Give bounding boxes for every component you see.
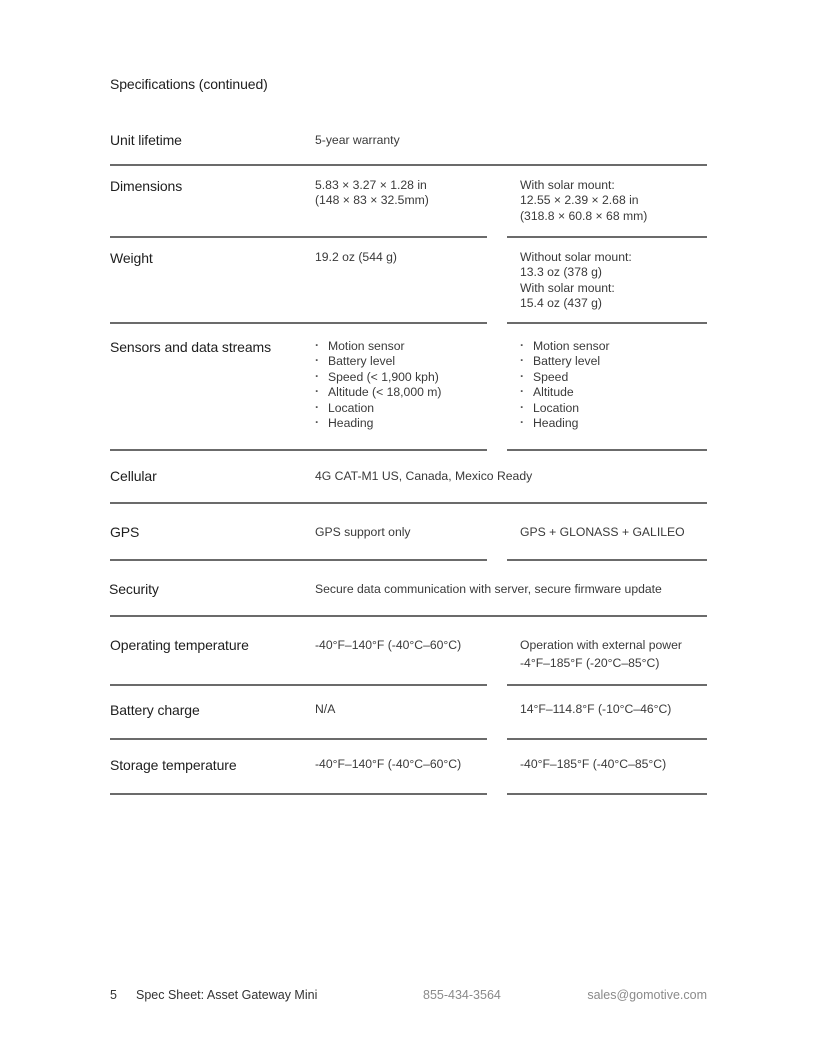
list-item: · Speed (< 1,900 kph) <box>315 370 441 385</box>
divider <box>507 793 707 795</box>
value-line: -40°F–140°F (-40°C–60°C) <box>315 638 462 652</box>
value-line: 12.55 × 2.39 × 2.68 in <box>520 193 639 208</box>
list-item: · Altitude <box>520 385 610 400</box>
spec-label-storage-temperature: Storage temperature <box>110 757 237 773</box>
spec-value-gps-standard <box>315 525 411 540</box>
list-item: · Motion sensor <box>520 339 610 354</box>
spec-value-cellular <box>315 469 532 484</box>
value-line: Without solar mount: <box>520 250 632 264</box>
value-line: Operation with external power <box>520 638 682 652</box>
spec-value-battery-charge-alt <box>520 702 671 717</box>
value-line: N/A <box>315 702 336 716</box>
spec-label-operating-temperature: Operating temperature <box>110 637 249 653</box>
value-line: 4G CAT-M1 US, Canada, Mexico Ready <box>315 469 533 483</box>
value-line: 13.3 oz (378 g) <box>520 265 602 280</box>
divider <box>507 684 707 686</box>
list-item: · Battery level <box>520 354 610 369</box>
list-item: · Location <box>520 401 610 416</box>
list-item: · Speed <box>520 370 610 385</box>
divider <box>110 793 487 795</box>
footer-email: sales@gomotive.com <box>587 988 707 1002</box>
page-number: 5 <box>110 988 117 1002</box>
spec-value-security <box>315 582 662 597</box>
list-item: · Motion sensor <box>315 339 441 354</box>
spec-value-dimensions-standard <box>315 178 429 209</box>
divider <box>110 322 487 324</box>
divider <box>507 449 707 451</box>
divider <box>110 449 487 451</box>
spec-value-storage-temp-standard <box>315 757 461 772</box>
spec-value-operating-temp-external <box>520 636 682 672</box>
spec-label-gps: GPS <box>110 524 140 540</box>
spec-label-weight: Weight <box>110 250 153 266</box>
sensor-list <box>315 339 441 431</box>
value-line: Secure data communication with server, secure firmware update <box>315 582 662 596</box>
value-line: With solar mount: <box>520 178 615 192</box>
list-item: · Heading <box>520 416 610 431</box>
value-line: 15.4 oz (437 g) <box>520 296 602 311</box>
divider <box>507 322 707 324</box>
value-line: 14°F–114.8°F (-10°C–46°C) <box>520 702 672 716</box>
divider <box>110 738 487 740</box>
list-item: · Heading <box>315 416 441 431</box>
list-item: · Location <box>315 401 441 416</box>
spec-value-operating-temp-standard <box>315 636 461 654</box>
value-line: (148 × 83 × 32.5mm) <box>315 193 429 208</box>
spec-label-security: Security <box>109 581 159 597</box>
sensor-list <box>520 339 610 431</box>
divider <box>507 236 707 238</box>
value-line: 19.2 oz (544 g) <box>315 250 397 264</box>
divider <box>110 164 707 166</box>
list-item: · Battery level <box>315 354 441 369</box>
spec-label-dimensions: Dimensions <box>110 178 183 194</box>
value-line: -40°F–185°F (-40°C–85°C) <box>520 757 667 771</box>
value-line: With solar mount: <box>520 280 615 295</box>
spec-value-battery-charge-standard <box>315 702 335 717</box>
spec-value-gps-alt <box>520 525 685 540</box>
spec-label-cellular: Cellular <box>110 468 157 484</box>
spec-value-dimensions-solar <box>520 178 647 224</box>
page-title: Specifications (continued) <box>110 76 268 92</box>
divider <box>110 615 707 617</box>
value-line: GPS + GLONASS + GALILEO <box>520 525 685 539</box>
spec-value-sensors-alt <box>520 339 610 431</box>
spec-label-unit-lifetime: Unit lifetime <box>110 132 182 148</box>
divider <box>507 738 707 740</box>
divider <box>110 236 487 238</box>
spec-label-sensors: Sensors and data streams <box>110 339 272 355</box>
divider <box>110 559 487 561</box>
value-line: GPS support only <box>315 525 411 539</box>
divider <box>507 559 707 561</box>
value-line: (318.8 × 60.8 × 68 mm) <box>520 208 648 223</box>
spec-value-weight-standard <box>315 250 397 265</box>
spec-value-storage-temp-alt <box>520 757 666 772</box>
spec-value-sensors-standard <box>315 339 441 431</box>
footer-phone: 855-434-3564 <box>423 988 501 1002</box>
spec-value-weight-solar <box>520 250 632 312</box>
spec-label-battery-charge: Battery charge <box>110 702 200 718</box>
value-line: 5.83 × 3.27 × 1.28 in <box>315 178 427 192</box>
divider <box>110 502 707 504</box>
footer-doc-title: Spec Sheet: Asset Gateway Mini <box>136 988 318 1002</box>
divider <box>110 684 487 686</box>
value-line: -40°F–140°F (-40°C–60°C) <box>315 757 462 771</box>
spec-value-unit-lifetime <box>315 133 400 148</box>
list-item: · Altitude (< 18,000 m) <box>315 385 441 400</box>
value-line: -4°F–185°F (-20°C–85°C) <box>520 656 660 670</box>
value-line: 5-year warranty <box>315 133 400 147</box>
